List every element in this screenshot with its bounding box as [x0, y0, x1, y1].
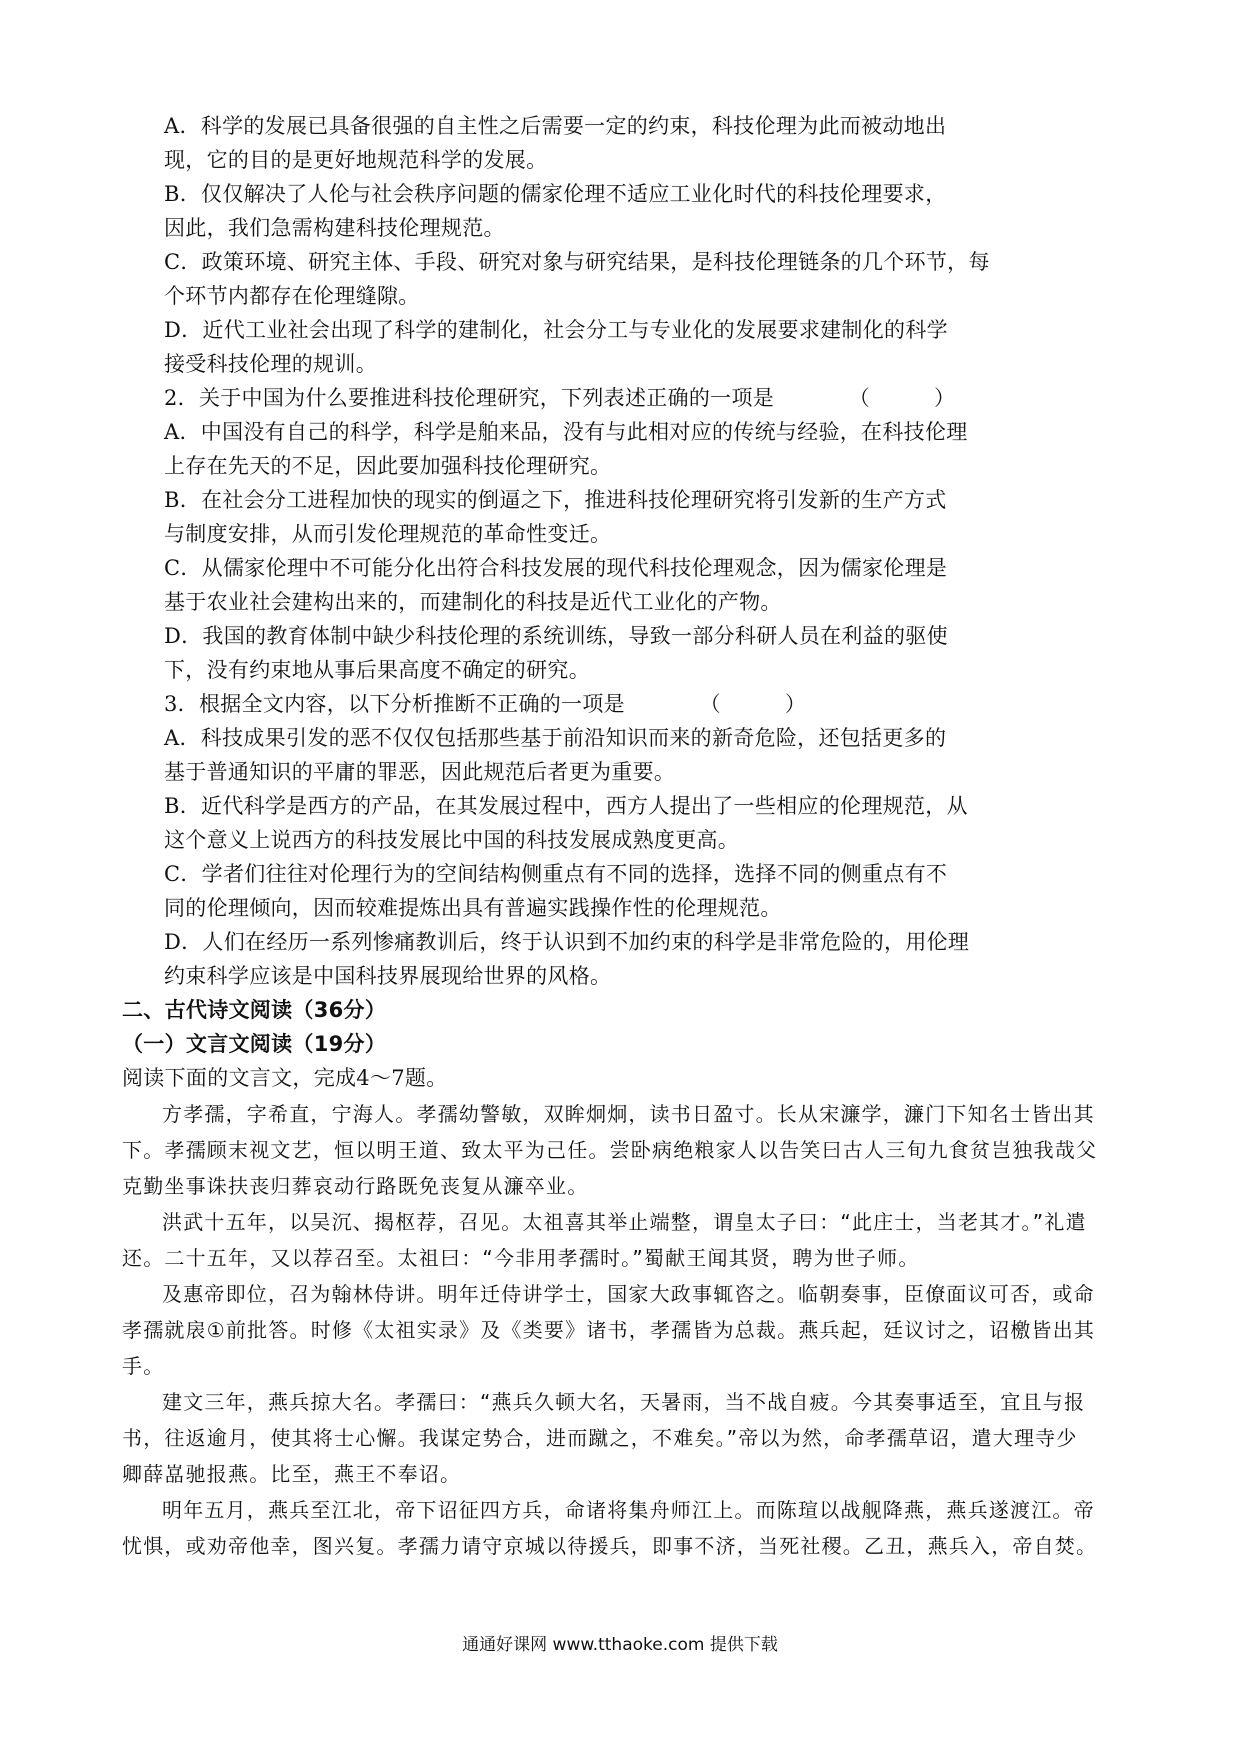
- option-b-q1-line2: 因此，我们急需构建科技伦理规范。: [164, 216, 505, 240]
- passage-line: 手。: [122, 1354, 165, 1378]
- passage-line: 下。孝孺顾末视文艺，恒以明王道、致太平为己任。尝卧病绝粮家人以告笑曰古人三旬九食贫岂独我哉父: [122, 1138, 1098, 1162]
- option-d-q3-line1: D．人们在经历一系列惨痛教训后，终于认识到不加约束的科学是非常危险的，用伦理: [164, 930, 970, 954]
- passage-line: 书，往返逾月，使其将士心懈。我谋定势合，进而蹴之，不难矣。”帝以为然，命孝孺草诏，遣大理寺少: [122, 1426, 1078, 1450]
- option-c-q3-line2: 同的伦理倾向，因而较难提炼出具有普遍实践操作性的伦理规范。: [164, 896, 782, 920]
- option-d-q1-line1: D．近代工业社会出现了科学的建制化，社会分工与专业化的发展要求建制化的科学: [164, 318, 948, 342]
- passage-line: 还。二十五年，又以荐召至。太祖曰：“今非用孝孺时。”蜀献王闻其贤，聘为世子师。: [122, 1246, 920, 1270]
- page-footer: 通通好课网 www.tthaoke.com 提供下载: [462, 1635, 778, 1655]
- option-b-q2-line1: B．在社会分工进程加快的现实的倒逼之下，推进科技伦理研究将引发新的生产方式: [164, 488, 947, 512]
- option-b-q1-line1: B．仅仅解决了人伦与社会秩序问题的儒家伦理不适应工业化时代的科技伦理要求，: [164, 182, 947, 206]
- option-d-q1-line2: 接受科技伦理的规训。: [164, 352, 377, 376]
- option-d-q2-line1: D．我国的教育体制中缺少科技伦理的系统训练，导致一部分科研人员在利益的驱使: [164, 624, 948, 648]
- passage-line: 及惠帝即位，召为翰林侍讲。明年迁侍讲学士，国家大政事辄咨之。临朝奏事，臣僚面议可否，或命: [162, 1282, 1095, 1306]
- option-c-q2-line1: C．从儒家伦理中不可能分化出符合科技发展的现代科技伦理观念，因为儒家伦理是: [164, 556, 948, 580]
- reading-instruction: 阅读下面的文言文，完成4～7题。: [122, 1066, 448, 1090]
- option-c-q2-line2: 基于农业社会建构出来的，而建制化的科技是近代工业化的产物。: [164, 590, 782, 614]
- option-b-q3-line1: B．近代科学是西方的产品，在其发展过程中，西方人提出了一些相应的伦理规范，从: [164, 794, 968, 818]
- option-c-q1-line2: 个环节内都存在伦理缝隙。: [164, 284, 420, 308]
- option-a-q1-line2: 现，它的目的是更好地规范科学的发展。: [164, 148, 548, 172]
- passage-line: 建文三年，燕兵掠大名。孝孺曰：“燕兵久顿大名，天暑雨，当不战自疲。今其奏事适至，宜且与报: [162, 1390, 1086, 1414]
- passage-line: 孝孺就扆①前批答。时修《太祖实录》及《类要》诸书，孝孺皆为总裁。燕兵起，廷议讨之，诏檄皆出其: [122, 1318, 1096, 1342]
- passage-line: 方孝孺，字希直，宁海人。孝孺幼警敏，双眸炯炯，读书日盈寸。长从宋濂学，濂门下知名士皆出其: [162, 1102, 1095, 1126]
- option-a-q1-line1: A．科学的发展已具备很强的自主性之后需要一定的约束，科技伦理为此而被动地出: [164, 114, 947, 138]
- option-b-q2-line2: 与制度安排，从而引发伦理规范的革命性变迁。: [164, 522, 612, 546]
- question-3-stem: 3．根据全文内容，以下分析推断不正确的一项是 （ ）: [164, 692, 807, 716]
- option-a-q2-line2: 上存在先天的不足，因此要加强科技伦理研究。: [164, 454, 612, 478]
- question-2-stem: 2．关于中国为什么要推进科技伦理研究，下列表述正确的一项是 （ ）: [164, 386, 956, 410]
- passage-line: 明年五月，燕兵至江北，帝下诏征四方兵，命诸将集舟师江上。而陈瑄以战舰降燕，燕兵遂渡江。帝: [162, 1498, 1095, 1522]
- passage-line: 克勤坐事诛扶丧归葬哀动行路既免丧复从濂卒业。: [122, 1174, 589, 1198]
- passage-line: 洪武十五年，以吴沉、揭枢荐，召见。太祖喜其举止端整，谓皇太子曰：“此庄士，当老其才。”礼遣: [162, 1210, 1087, 1234]
- option-d-q3-line2: 约束科学应该是中国科技界展现给世界的风格。: [164, 964, 612, 988]
- option-a-q2-line1: A．中国没有自己的科学，科学是舶来品，没有与此相对应的传统与经验，在科技伦理: [164, 420, 968, 444]
- section-title: 二、古代诗文阅读（36分）: [122, 998, 387, 1022]
- passage-line: 卿薛嵓驰报燕。比至，燕王不奉诏。: [122, 1462, 462, 1486]
- option-a-q3-line1: A．科技成果引发的恶不仅仅包括那些基于前沿知识而来的新奇危险，还包括更多的: [164, 726, 947, 750]
- subsection-title: （一）文言文阅读（19分）: [122, 1032, 387, 1056]
- option-c-q1-line1: C．政策环境、研究主体、手段、研究对象与研究结果，是科技伦理链条的几个环节，每: [164, 250, 990, 274]
- option-c-q3-line1: C．学者们往往对伦理行为的空间结构侧重点有不同的选择，选择不同的侧重点有不: [164, 862, 948, 886]
- passage-line: 忧惧，或劝帝他幸，图兴复。孝孺力请守京城以待援兵，即事不济，当死社稷。乙丑，燕兵入，帝自焚。: [122, 1534, 1098, 1558]
- option-b-q3-line2: 这个意义上说西方的科技发展比中国的科技发展成熟度更高。: [164, 828, 740, 852]
- option-d-q2-line2: 下，没有约束地从事后果高度不确定的研究。: [164, 658, 590, 682]
- option-a-q3-line2: 基于普通知识的平庸的罪恶，因此规范后者更为重要。: [164, 760, 676, 784]
